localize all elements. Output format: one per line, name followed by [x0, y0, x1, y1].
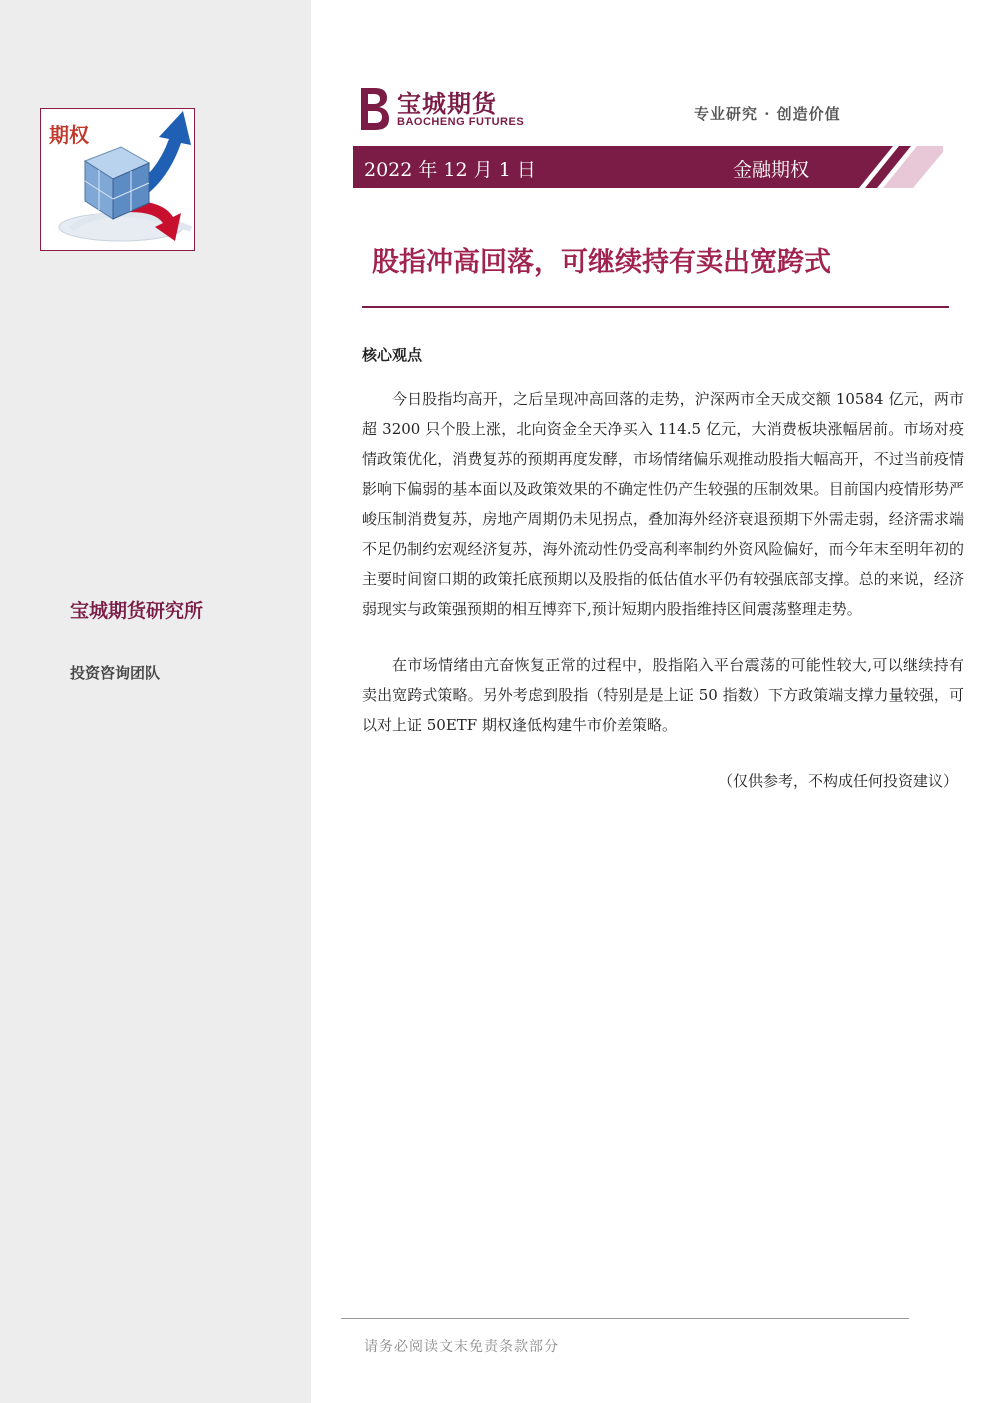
cover-label: 期权	[49, 123, 89, 147]
section-title: 核心观点	[362, 346, 423, 364]
page-title: 股指冲高回落，可继续持有卖出宽跨式	[372, 247, 831, 278]
sidebar	[0, 0, 311, 1403]
title-divider	[362, 306, 949, 308]
footer-divider	[341, 1318, 909, 1319]
logo-english-name: BAOCHENG FUTURES	[397, 116, 525, 128]
team-name: 投资咨询团队	[70, 664, 161, 682]
body-paragraph-2: 在市场情绪由亢奋恢复正常的过程中，股指陷入平台震荡的可能性较大,可以继续持有卖出宽跨式策略。另外考虑到股指（特别是是上证 50 指数）下方政策端支撑力量较强，可以对上证 50ETF 期权逢低构建牛市价差策略。	[362, 656, 964, 734]
body-paragraph-1: 今日股指均高开，之后呈现冲高回落的走势，沪深两市全天成交额 10584 亿元，两市超 3200 只个股上涨，北向资金全天净买入 114.5 亿元，大消费板块涨幅居前。市场对疫情政策优化，消费复苏的预期再度发酵，市场情绪偏乐观推动股指大幅高开，不过当前疫情影响下偏弱的基本面以及政策效果的不确定性仍产生较强的压制效果。目前国内疫情形势严峻压制消费复苏，房地产周期仍未见拐点，叠加海外经济衰退预期下外需走弱，经济需求端不足仍制约宏观经济复苏，海外流动性仍受高利率制约外资风险偏好，而今年末至明年初的主要时间窗口期的政策托底预期以及股指的低估值水平仍有较强底部支撑。总的来说，经济弱现实与政策强预期的相互博弈下,预计短期内股指维持区间震荡整理走势。	[362, 390, 964, 618]
company-logo	[355, 84, 555, 134]
logo-mark-icon	[355, 84, 395, 132]
logo-chinese-name: 宝城期货	[397, 89, 497, 118]
report-category: 金融期权	[733, 159, 810, 181]
slogan: 专业研究 · 创造价值	[694, 105, 841, 123]
disclaimer: （仅供参考，不构成任何投资建议）	[717, 772, 958, 790]
footer-note: 请务必阅读文末免责条款部分	[364, 1339, 559, 1355]
options-cover-image	[40, 108, 195, 251]
institute-name: 宝城期货研究所	[70, 600, 204, 622]
report-date: 2022 年 12 月 1 日	[364, 159, 536, 181]
